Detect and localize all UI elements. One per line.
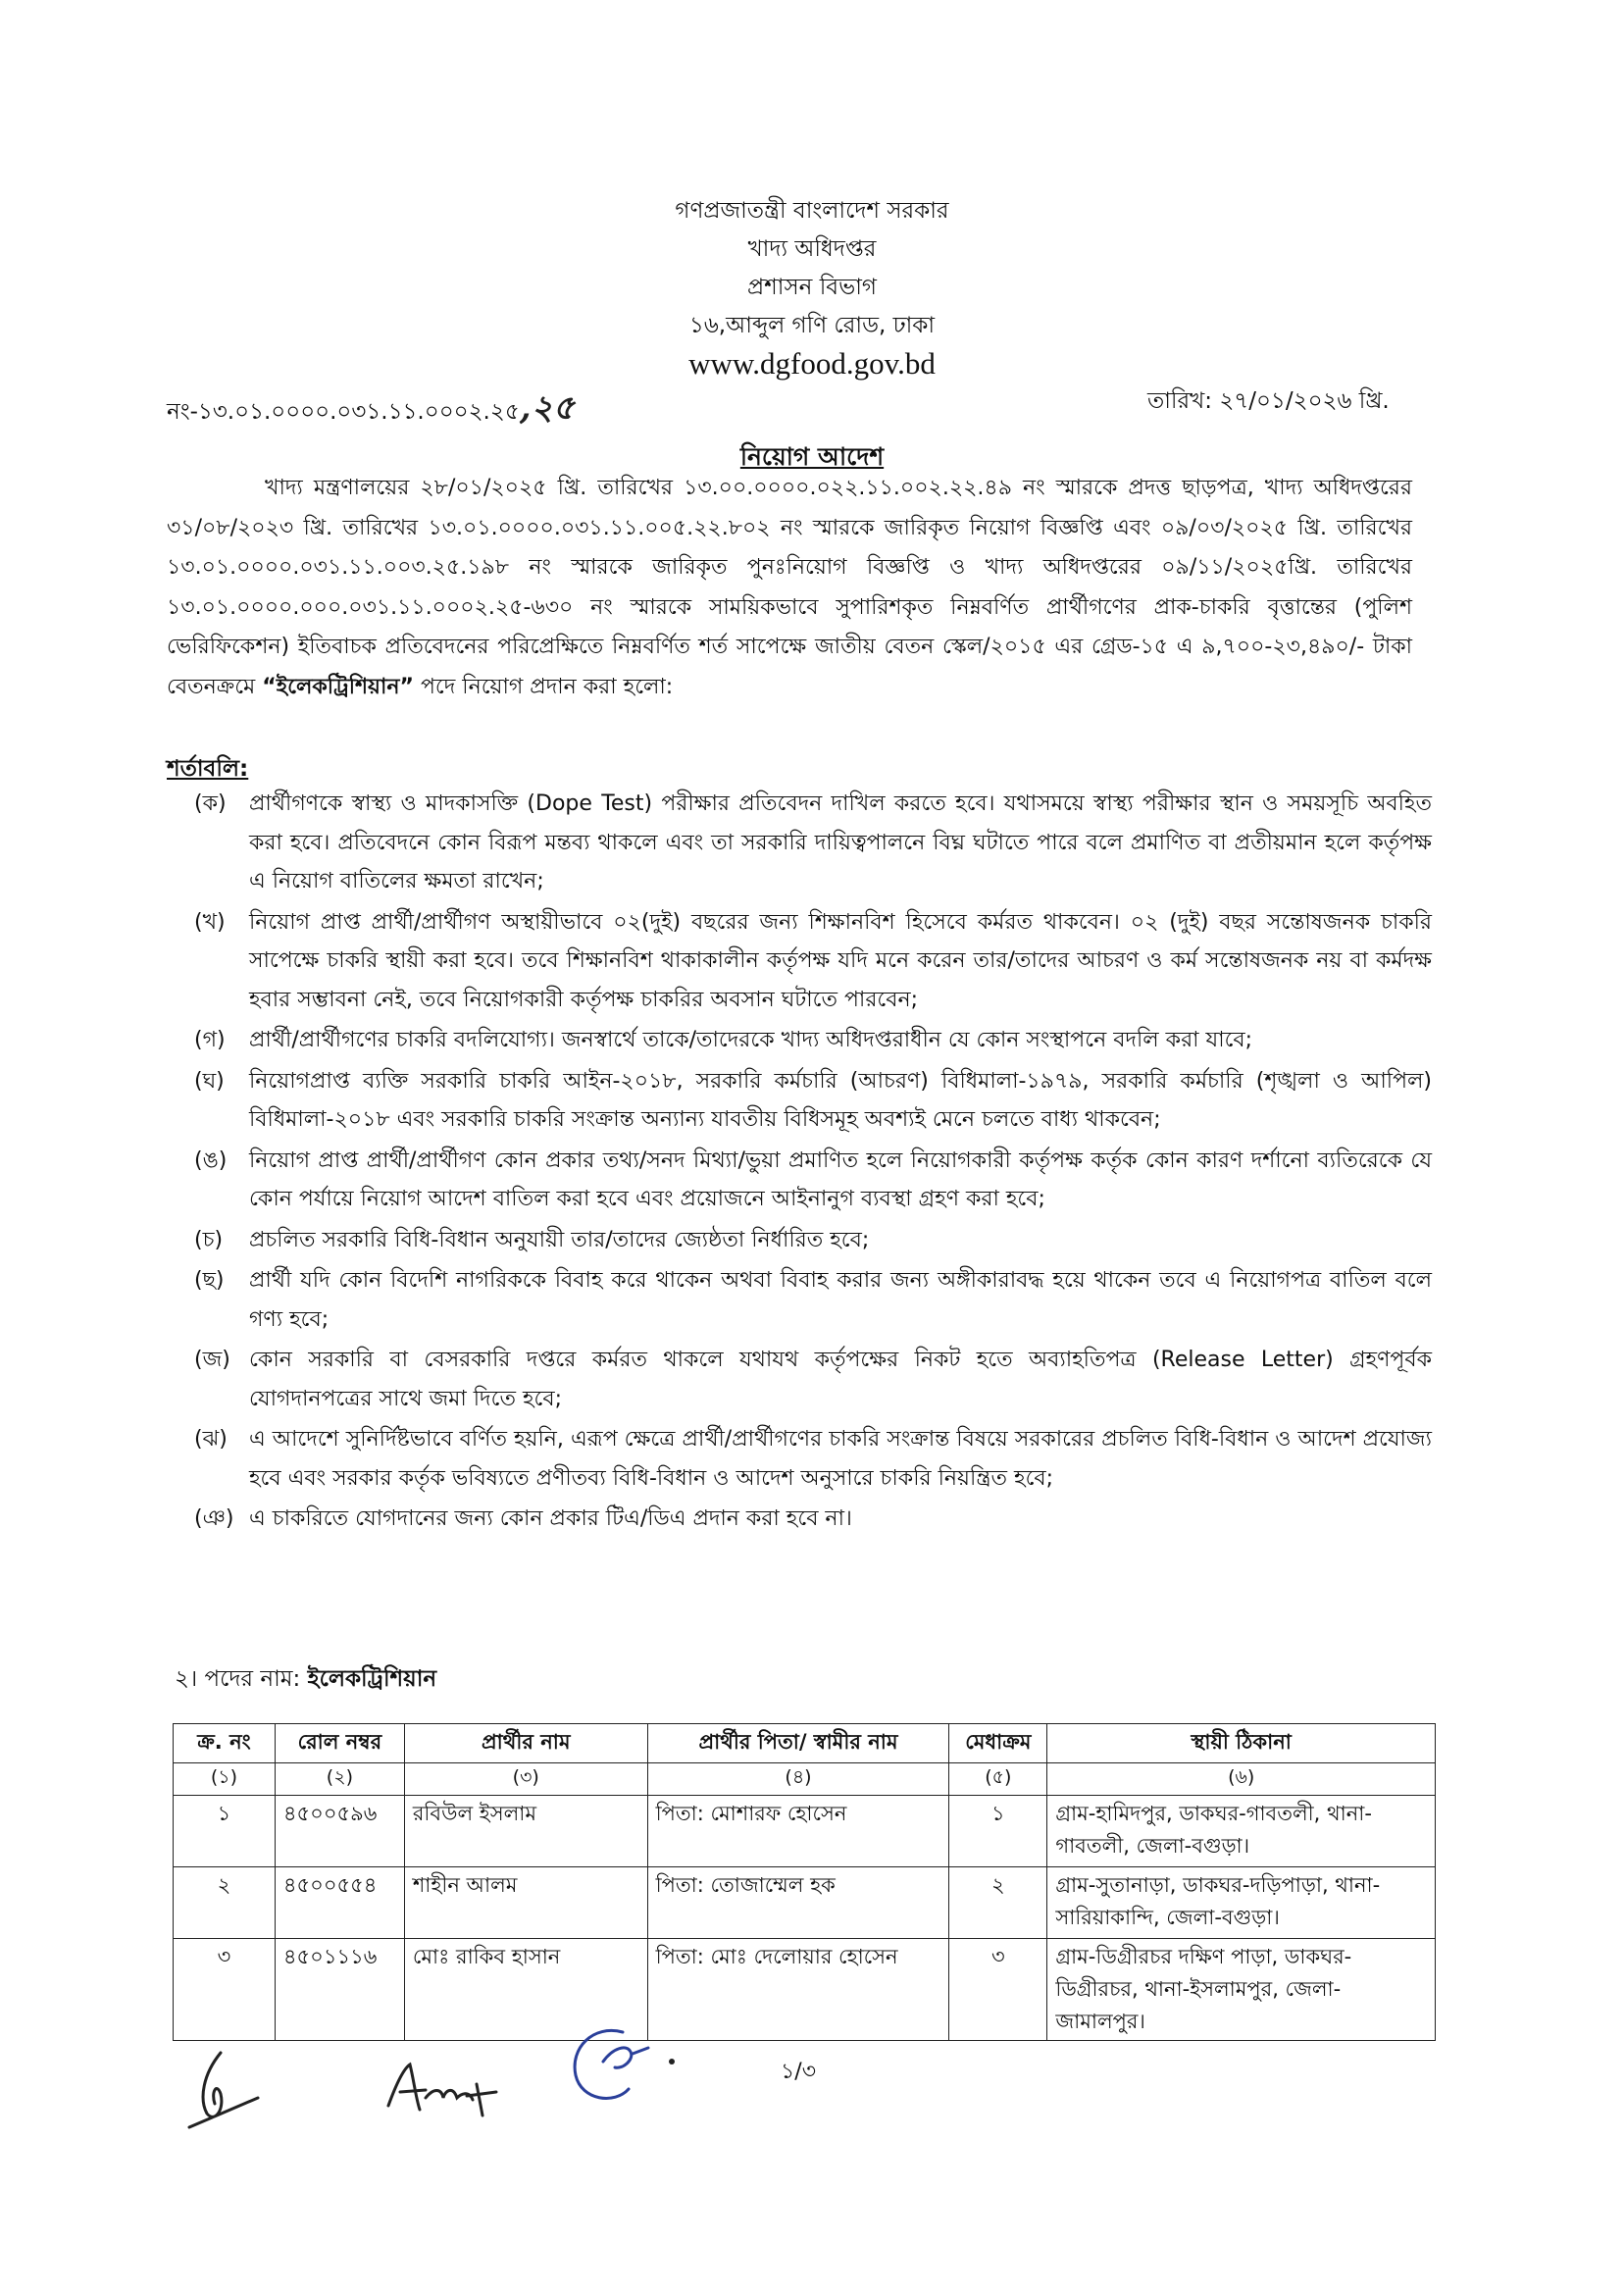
cell-father: পিতা: মোঃ দেলোয়ার হোসেন xyxy=(647,1939,949,2041)
term-text: কোন সরকারি বা বেসরকারি দপ্তরে কর্মরত থাকলে যথাযথ কর্তৃপক্ষের নিকট হতে অব্যাহতিপত্র (Release Letter) গ্রহণপূর্বক যোগদানপত্রের সাথে জমা দিতে হবে; xyxy=(249,1348,1432,1411)
cell-name: শাহীন আলম xyxy=(404,1867,647,1939)
term-text: প্রার্থী/প্রার্থীগণের চাকরি বদলিযোগ্য। জনস্বার্থে তাকে/তাদেরকে খাদ্য অধিদপ্তরাধীন যে কোন সংস্থাপনে বদলি করা যাবে; xyxy=(249,1028,1253,1052)
cell-roll: ৪৫০০৫৫৪ xyxy=(275,1867,404,1939)
intro-paragraph xyxy=(167,469,1412,707)
col-number: (২) xyxy=(275,1763,404,1796)
signature-mark-1 xyxy=(181,2045,289,2133)
cell-serial: ২ xyxy=(174,1867,276,1939)
cell-address: গ্রাম-ডিগ্রীরচর দক্ষিণ পাড়া, ডাকঘর-ডিগ্রীরচর, থানা-ইসলামপুর, জেলা-জামালপুর। xyxy=(1047,1939,1436,2041)
cell-father: পিতা: মোশারফ হোসেন xyxy=(647,1796,949,1867)
cell-address: গ্রাম-হামিদপুর, ডাকঘর-গাবতলী, থানা-গাবতলী, জেলা-বগুড়া। xyxy=(1047,1796,1436,1867)
cell-merit: ৩ xyxy=(949,1939,1047,2041)
term-label: (ঞ) xyxy=(194,1506,234,1531)
handwritten-suffix: ,২৫ xyxy=(519,388,575,428)
term-text: নিয়োগপ্রাপ্ত ব্যক্তি সরকারি চাকরি আইন-২০১৮, সরকারি কর্মচারি (আচরণ) বিধিমালা-১৯৭৯, সরকারি কর্মচারি (শৃঙ্খলা ও আপিল) বিধিমালা-২০১৮ এবং সরকারি চাকরি সংক্রান্ত অন্যান্য যাবতীয় বিধিসমূহ অবশ্যই মেনে চলতে বাধ্য থাকবেন; xyxy=(249,1068,1432,1132)
table-header-row xyxy=(174,1724,1436,1763)
signature-mark-2 xyxy=(382,2055,510,2123)
memo-date: তারিখ: ২৭/০১/২০২৬ খ্রি. xyxy=(1147,388,1390,414)
cell-father: পিতা: তোজাম্মেল হক xyxy=(647,1867,949,1939)
cell-name: মোঃ রাকিব হাসান xyxy=(404,1939,647,2041)
office-address: ১৬,আব্দুল গণি রোড, ঢাকা xyxy=(688,313,936,338)
cell-merit: ১ xyxy=(949,1796,1047,1867)
header-roll: রোল নম্বর xyxy=(275,1724,404,1763)
intro-post-name: “ইলেকট্রিশিয়ান” xyxy=(262,674,414,699)
terms-list xyxy=(167,785,1432,1541)
term-item xyxy=(167,903,1432,1020)
header-name: প্রার্থীর নাম xyxy=(404,1724,647,1763)
table-row xyxy=(174,1796,1436,1867)
term-item xyxy=(167,1420,1432,1498)
post-name-prefix: ২। পদের নাম: xyxy=(175,1666,308,1692)
term-text: প্রচলিত সরকারি বিধি-বিধান অনুযায়ী তার/তাদের জ্যেষ্ঠতা নির্ধারিত হবে; xyxy=(249,1227,870,1252)
page-title-text: নিয়োগ আদেশ xyxy=(739,442,885,471)
cell-serial: ১ xyxy=(174,1796,276,1867)
cell-merit: ২ xyxy=(949,1867,1047,1939)
header-address: স্থায়ী ঠিকানা xyxy=(1047,1724,1436,1763)
page-number: ১/৩ xyxy=(781,2060,816,2084)
term-label: (ক) xyxy=(194,791,227,816)
memo-number-text: নং-১৩.০১.০০০০.০৩১.১১.০০০২.২৫ xyxy=(167,399,520,425)
term-item xyxy=(167,785,1432,901)
header-serial: ক্র. নং xyxy=(174,1724,276,1763)
cell-roll: ৪৫০০৫৯৬ xyxy=(275,1796,404,1867)
cell-serial: ৩ xyxy=(174,1939,276,2041)
term-text: এ চাকরিতে যোগদানের জন্য কোন প্রকার টিএ/ডিএ প্রদান করা হবে না। xyxy=(249,1506,852,1531)
cell-name: রবিউল ইসলাম xyxy=(404,1796,647,1867)
term-label: (চ) xyxy=(194,1227,224,1252)
col-number: (১) xyxy=(174,1763,276,1796)
col-number: (৩) xyxy=(404,1763,647,1796)
term-item xyxy=(167,1062,1432,1140)
department-name: খাদ্য অধিদপ্তর xyxy=(747,236,877,262)
term-item xyxy=(167,1341,1432,1418)
table-row xyxy=(174,1867,1436,1939)
col-number: (৪) xyxy=(647,1763,949,1796)
cell-roll: ৪৫০১১১৬ xyxy=(275,1939,404,2041)
term-label: (ঘ) xyxy=(194,1068,225,1094)
term-label: (গ) xyxy=(194,1028,226,1052)
term-text: এ আদেশে সুনির্দিষ্টভাবে বর্ণিত হয়নি, এরূপ ক্ষেত্রে প্রার্থী/প্রার্থীগণের চাকরি সংক্রান্ত বিষয়ে সরকারের প্রচলিত বিধি-বিধান ও আদেশ প্রযোজ্য হবে এবং সরকার কর্তৃক ভবিষ্যতে প্রণীতব্য বিধি-বিধান ও আদেশ অনুসারে চাকরি নিয়ন্ত্রিত হবে; xyxy=(249,1427,1432,1491)
website-link[interactable]: www.dgfood.gov.bd xyxy=(688,346,936,381)
candidate-table xyxy=(173,1723,1436,2041)
division-name: প্রশাসন বিভাগ xyxy=(747,275,877,300)
col-number: (৬) xyxy=(1047,1763,1436,1796)
term-label: (ঝ) xyxy=(194,1427,228,1452)
intro-text-end: পদে নিয়োগ প্রদান করা হলো: xyxy=(413,674,674,699)
govt-name: গণপ্রজাতন্ত্রী বাংলাদেশ সরকার xyxy=(675,198,949,224)
col-number: (৫) xyxy=(949,1763,1047,1796)
term-label: (ঙ) xyxy=(194,1147,228,1173)
cell-address: গ্রাম-সুতানাড়া, ডাকঘর-দড়িপাড়া, থানা-সারিয়াকান্দি, জেলা-বগুড়া। xyxy=(1047,1867,1436,1939)
header-merit: মেধাক্রম xyxy=(949,1724,1047,1763)
table-row xyxy=(174,1939,1436,2041)
table-column-number-row xyxy=(174,1763,1436,1796)
term-label: (ছ) xyxy=(194,1268,225,1293)
term-label: (জ) xyxy=(194,1348,230,1372)
term-text: প্রার্থী যদি কোন বিদেশি নাগরিককে বিবাহ করে থাকেন অথবা বিবাহ করার জন্য অঙ্গীকারাবদ্ধ হয়ে থাকেন তবে এ নিয়োগপত্র বাতিল বলে গণ্য হবে; xyxy=(249,1268,1432,1332)
term-text: নিয়োগ প্রাপ্ত প্রার্থী/প্রার্থীগণ অস্থায়ীভাবে ০২(দুই) বছরের জন্য শিক্ষানবিশ হিসেবে কর্মরত থাকবেন। ০২ (দুই) বছর সন্তোষজনক চাকরি সাপেক্ষে চাকরি স্থায়ী করা হবে। তবে শিক্ষানবিশ থাকাকালীন কর্তৃপক্ষ যদি মনে করেন তার/তাদের আচরণ ও কর্ম সন্তোষজনক নয় বা কর্মদক্ষ হবার সম্ভাবনা নেই, তবে নিয়োগকারী কর্তৃপক্ষ চাকরির অবসান ঘটাতে পারবেন; xyxy=(249,909,1432,1012)
term-item xyxy=(167,1261,1432,1339)
term-text: প্রার্থীগণকে স্বাস্থ্য ও মাদকাসক্তি (Dope Test) পরীক্ষার প্রতিবেদন দাখিল করতে হবে। যথাসময়ে স্বাস্থ্য পরীক্ষার স্থান ও সময়সূচি অবহিত করা হবে। প্রতিবেদনে কোন বিরূপ মন্তব্য থাকলে এবং তা সরকারি দায়িত্বপালনে বিঘ্ন ঘটাতে পারে বলে প্রমাণিত বা প্রতীয়মান হলে কর্তৃপক্ষ এ নিয়োগ বাতিলের ক্ষমতা রাখেন; xyxy=(249,791,1432,893)
term-item xyxy=(167,1142,1432,1219)
memo-number xyxy=(167,382,575,438)
term-item xyxy=(167,1500,1432,1539)
post-name-line xyxy=(175,1660,436,1699)
terms-heading: শর্তাবলি: xyxy=(167,756,249,782)
post-name: ইলেকট্রিশিয়ান xyxy=(307,1666,437,1692)
header-father: প্রার্থীর পিতা/ স্বামীর নাম xyxy=(647,1724,949,1763)
intro-text: খাদ্য মন্ত্রণালয়ের ২৮/০১/২০২৫ খ্রি. তারিখের ১৩.০০.০০০০.০২২.১১.০০২.২২.৪৯ নং স্মারকে প্রদত্ত ছাড়পত্র, খাদ্য অধিদপ্তরের ৩১/০৮/২০২৩ খ্রি. তারিখের ১৩.০১.০০০০.০৩১.১১.০০৫.২২.৮০২ নং স্মারকে জারিকৃত নিয়োগ বিজ্ঞপ্তি এবং ০৯/০৩/২০২৫ খ্রি. তারিখের ১৩.০১.০০০০.০৩১.১১.০০৩.২৫.১৯৮ নং স্মারকে জারিকৃত পুনঃনিয়োগ বিজ্ঞপ্তি ও খাদ্য অধিদপ্তরের ০৯/১১/২০২৫খ্রি. তারিখের ১৩.০১.০০০০.০০০.০৩১.১১.০০০২.২৫-৬৩০ নং স্মারকে সাময়িকভাবে সুপারিশকৃত নিম্নবর্ণিত প্রার্থীগণের প্রাক-চাকরি বৃত্তান্তের (পুলিশ ভেরিফিকেশন) ইতিবাচক প্রতিবেদনের পরিপ্রেক্ষিতে নিম্নবর্ণিত শর্ত সাপেক্ষে জাতীয় বেতন স্কেল/২০১৫ এর গ্রেড-১৫ এ ৯,৭০০-২৩,৪৯০/- টাকা বেতনক্রমে xyxy=(167,476,1412,699)
term-item xyxy=(167,1021,1432,1060)
term-label: (খ) xyxy=(194,909,226,935)
term-item xyxy=(167,1221,1432,1260)
signature-mark-3 xyxy=(554,2018,691,2116)
term-text: নিয়োগ প্রাপ্ত প্রার্থী/প্রার্থীগণ কোন প্রকার তথ্য/সনদ মিথ্যা/ভুয়া প্রমাণিত হলে নিয়োগকারী কর্তৃপক্ষ কর্তৃক কোন কারণ দর্শানো ব্যতিরেকে যে কোন পর্যায়ে নিয়োগ আদেশ বাতিল করা হবে এবং প্রয়োজনে আইনানুগ ব্যবস্থা গ্রহণ করা হবে; xyxy=(249,1147,1432,1211)
